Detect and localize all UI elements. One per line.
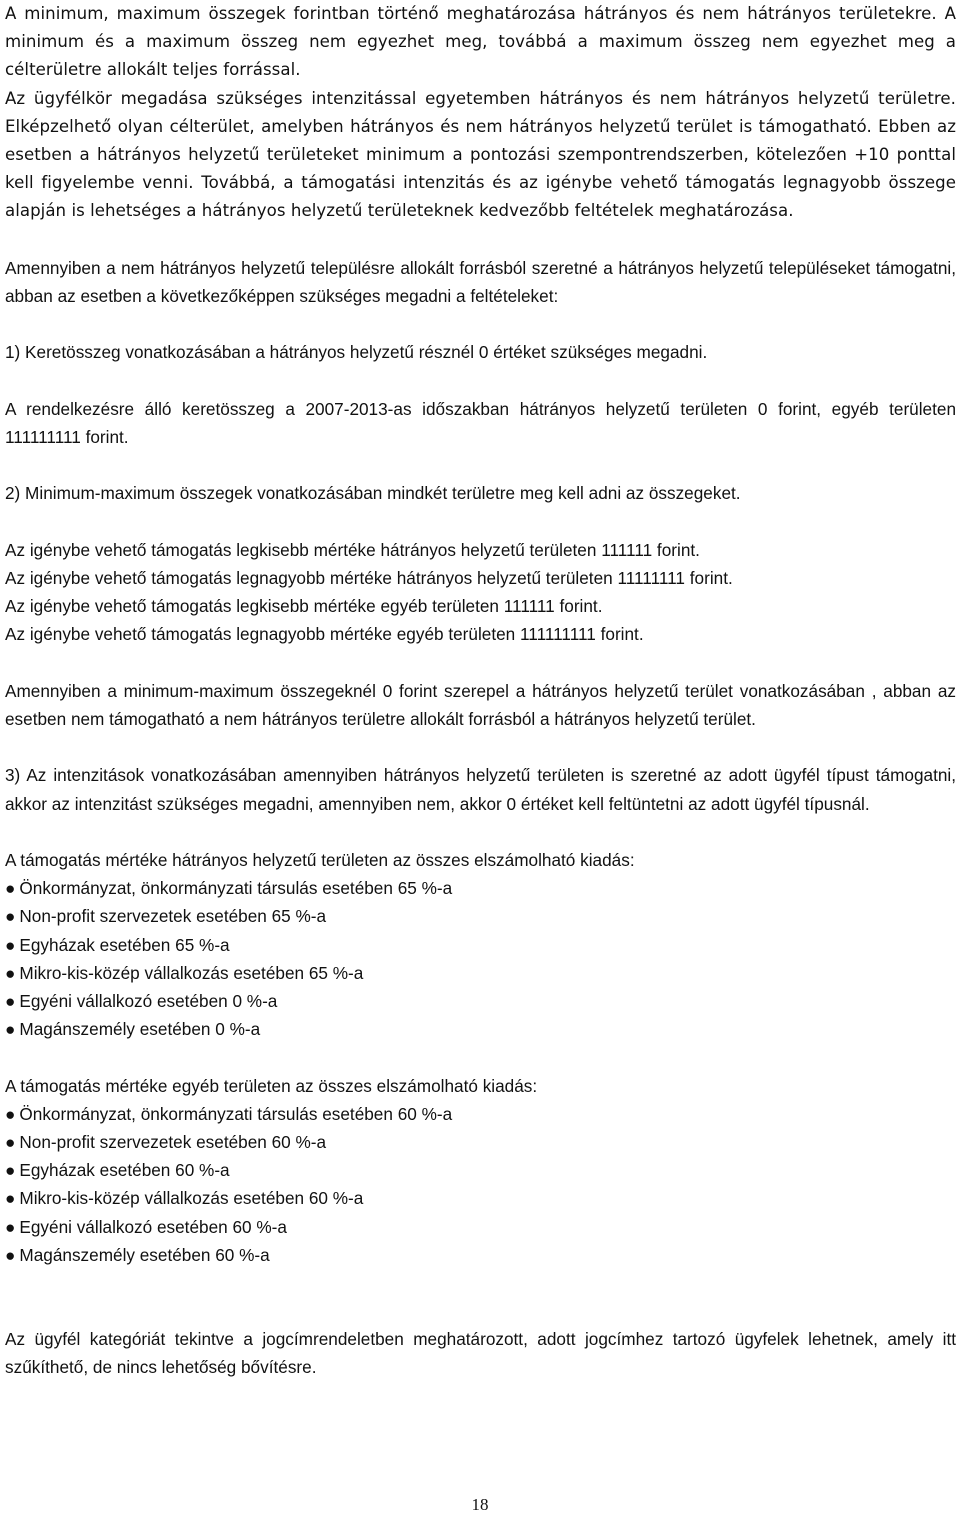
list-item: ● Egyéni vállalkozó esetében 60 %-a <box>5 1216 287 1237</box>
bullet-icon: ● <box>5 1160 16 1181</box>
paragraph-item-1: 1) Keretösszeg vonatkozásában a hátrányos helyzetű résznél 0 értéket szükséges megadni. <box>5 342 708 363</box>
list-item: ● Önkormányzat, önkormányzati társulás esetében 60 %-a <box>5 1103 453 1124</box>
paragraph-allocation: Amennyiben a nem hátrányos helyzetű településre allokált forrásból szeretné a hátrányos helyzetű településeket támogatni, abban az esetben a következőképpen szükséges megadni a feltételeket: <box>5 257 956 307</box>
bullet-icon: ● <box>5 962 16 983</box>
paragraph-client-scope-part1: Az ügyfélkör megadása szükséges intenzitással egyetemben hátrányos és nem hátrányos helyzetű területre. <box>5 88 956 108</box>
limit-line: Az igénybe vehető támogatás legnagyobb mértéke hátrányos helyzetű területen 11111111 forint. <box>5 567 733 588</box>
bullet-icon: ● <box>5 990 16 1011</box>
bullet-icon: ● <box>5 906 16 927</box>
bullet-icon: ● <box>5 878 16 899</box>
list-disadvantaged-rates <box>5 874 956 1043</box>
page-number: 18 <box>471 1495 489 1514</box>
bullet-icon: ● <box>5 1216 16 1237</box>
heading-disadvantaged-rates: A támogatás mértéke hátrányos helyzetű területen az összes elszámolható kiadás: <box>5 849 635 870</box>
list-item: ● Non-profit szervezetek esetében 65 %-a <box>5 906 327 927</box>
paragraph-client-scope-part3: Továbbá, a támogatási intenzitás és az igénybe vehető támogatás legnagyobb összege alapján is lehetséges a hátrányos helyzetű területeknek kedvezőbb feltételek meghatározása. <box>5 173 956 221</box>
paragraph-item-3: 3) Az intenzitások vonatkozásában amennyiben hátrányos helyzetű területen is szeretné az adott ügyfél típust támogatni, akkor az intenzitást szükséges megadni, amennyiben nem, akkor 0 értéket kell feltüntetni az adott ügyfél típusnál. <box>5 765 956 814</box>
bullet-icon: ● <box>5 1019 16 1040</box>
limit-line: Az igénybe vehető támogatás legnagyobb mértéke egyéb területen 111111111 forint. <box>5 624 644 645</box>
list-item: ● Magánszemély esetében 60 %-a <box>5 1244 270 1265</box>
document-page <box>5 0 956 1381</box>
list-item: ● Magánszemély esetében 0 %-a <box>5 1019 261 1040</box>
paragraph-min-max-amounts: A minimum, maximum összegek forintban történő meghatározása hátrányos és nem hátrányos területekre. A minimum és a maximum összeg nem egyezhet meg, továbbá a maximum összeg nem egyezhet meg a célterületre allokált teljes forrással. <box>5 4 956 80</box>
list-item: ● Mikro-kis-közép vállalkozás esetében 65 %-a <box>5 962 364 983</box>
paragraph-available-budget: A rendelkezésre álló keretösszeg a 2007-2013-as időszakban hátrányos helyzetű területen 0 forint, egyéb területen 111111111 forint. <box>5 398 956 447</box>
list-item: ● Egyházak esetében 60 %-a <box>5 1160 230 1181</box>
heading-other-rates: A támogatás mértéke egyéb területen az összes elszámolható kiadás: <box>5 1075 538 1096</box>
list-other-rates <box>5 1100 956 1269</box>
bullet-icon: ● <box>5 1244 16 1265</box>
limit-line: Az igénybe vehető támogatás legkisebb mértéke hátrányos helyzetű területen 111111 forint. <box>5 539 700 560</box>
paragraph-item-2: 2) Minimum-maximum összegek vonatkozásában mindkét területre meg kell adni az összegeket. <box>5 483 741 504</box>
bullet-icon: ● <box>5 1103 16 1124</box>
paragraph-client-scope-part2: Elképzelhető olyan célterület, amelyben hátrányos és nem hátrányos helyzetű terület is támogatható. Ebben az esetben a hátrányos helyzetű területeket minimum a pontozási szempontrendszerben, kötelezően +10 ponttal kell figyelembe venni. <box>5 116 956 193</box>
paragraph-zero-amount: Amennyiben a minimum-maximum összegeknél 0 forint szerepel a hátrányos helyzetű terület vonatkozásában , abban az esetben nem támogatható a nem hátrányos területre allokált forrásból a hátrányos helyzetű terület. <box>5 680 956 729</box>
list-item: ● Önkormányzat, önkormányzati társulás esetében 65 %-a <box>5 878 453 899</box>
paragraph-client-scope <box>5 85 956 226</box>
list-item: ● Mikro-kis-közép vállalkozás esetében 60 %-a <box>5 1188 364 1209</box>
list-item: ● Egyéni vállalkozó esetében 0 %-a <box>5 990 278 1011</box>
list-item: ● Egyházak esetében 65 %-a <box>5 934 230 955</box>
bullet-icon: ● <box>5 1188 16 1209</box>
bullet-icon: ● <box>5 1131 16 1152</box>
paragraph-client-category: Az ügyfél kategóriát tekintve a jogcímrendeletben meghatározott, adott jogcímhez tartozó ügyfelek lehetnek, amely itt szűkíthető, de nincs lehetőség bővítésre. <box>5 1329 956 1378</box>
bullet-icon: ● <box>5 934 16 955</box>
limit-line: Az igénybe vehető támogatás legkisebb mértéke egyéb területen 111111 forint. <box>5 596 603 617</box>
list-item: ● Non-profit szervezetek esetében 60 %-a <box>5 1131 327 1152</box>
